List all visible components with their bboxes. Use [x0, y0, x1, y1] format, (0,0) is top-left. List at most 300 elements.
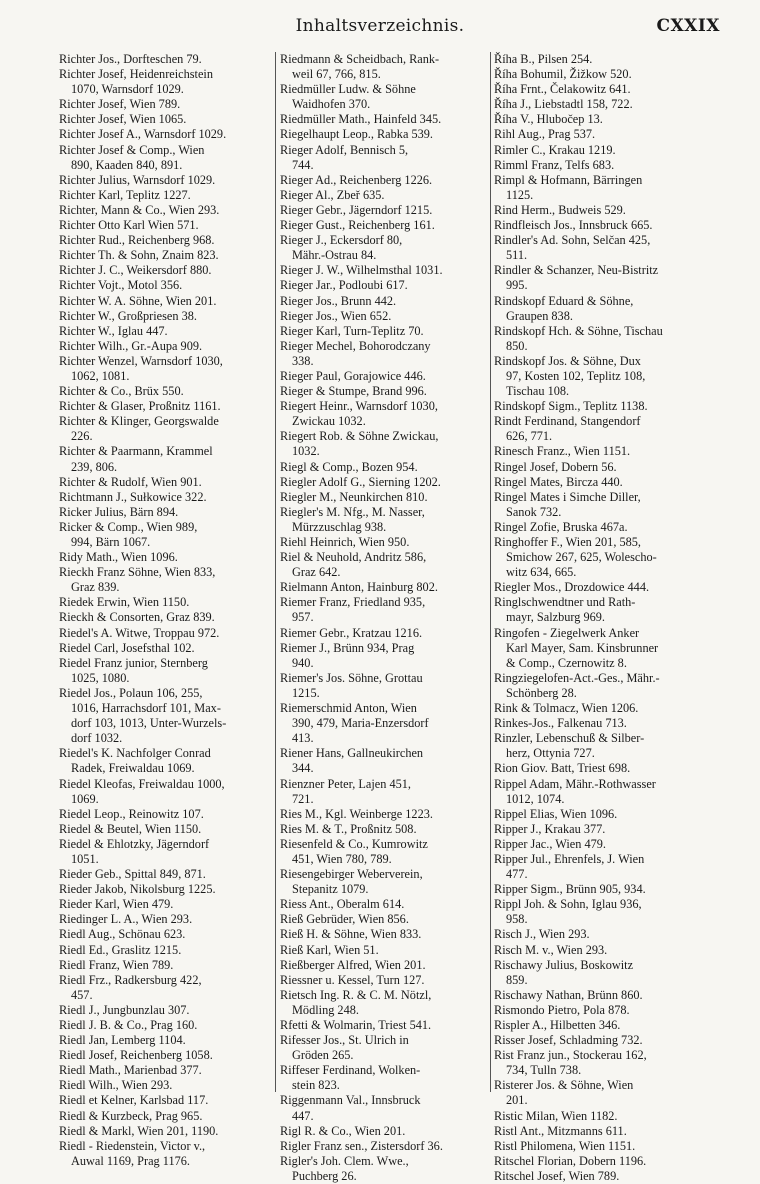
- index-entry-line: Richter Josef, Heidenreichstein: [59, 67, 213, 82]
- index-entry: [59, 233, 271, 248]
- index-entry-line: Riemer Gebr., Kratzau 1216.: [280, 625, 423, 640]
- index-entry: [280, 958, 488, 973]
- index-entry: [59, 1124, 271, 1139]
- index-entry-line: Rieder Geb., Spittal 849, 871.: [59, 867, 206, 882]
- index-entry-line: Rindfleisch Jos., Innsbruck 665.: [494, 218, 653, 233]
- index-entry-line: Rieder Karl, Wien 479.: [59, 897, 174, 912]
- index-entry-line: Riedmann & Scheidbach, Rank-: [280, 52, 440, 66]
- index-entry-line: herz, Ottynia 727.: [506, 746, 595, 761]
- index-entry-line: Rindler's Ad. Sohn, Selčan 425,: [494, 233, 651, 248]
- index-entry: [494, 1033, 706, 1048]
- index-entry-line: Rinzler, Lebenschuß & Silber-: [494, 731, 645, 746]
- index-entry: [280, 912, 488, 927]
- index-entry-line: Riedl Aug., Schönau 623.: [59, 927, 186, 942]
- index-entry-line: Riedl J. B. & Co., Prag 160.: [59, 1018, 198, 1032]
- index-entry-line: Schönberg 28.: [506, 685, 577, 700]
- index-entry-line: Riedel Carl, Josefsthal 102.: [59, 640, 195, 655]
- index-entry: [59, 278, 271, 293]
- index-entry: [494, 777, 706, 807]
- index-entry-line: Rieger Mechel, Bohorodczany: [280, 338, 431, 353]
- index-entry: [494, 263, 706, 293]
- index-entry: [494, 761, 706, 776]
- index-entry-line: Riegl & Comp., Bozen 954.: [280, 459, 418, 474]
- index-entry-line: Sanok 732.: [506, 504, 562, 519]
- index-entry-line: Richter Th. & Sohn, Znaim 823.: [59, 248, 219, 263]
- index-entry: [59, 1048, 271, 1063]
- index-entry: [494, 67, 706, 82]
- index-entry-line: Rindt Ferdinand, Stangendorf: [494, 414, 641, 429]
- index-entry-line: Rieger Ad., Reichenberg 1226.: [280, 172, 433, 187]
- index-entry: [494, 882, 706, 897]
- index-entry-line: Rihl Aug., Prag 537.: [494, 127, 596, 142]
- index-entry: [59, 248, 271, 263]
- index-entry-line: Mödling 248.: [292, 1002, 359, 1017]
- index-entry-line: Riedek Erwin, Wien 1150.: [59, 595, 190, 610]
- index-entry-line: Ringziegelofen-Act.-Ges., Mähr.-: [494, 670, 660, 685]
- index-entry-line: Rieß Gebrüder, Wien 856.: [280, 912, 409, 927]
- index-entry-line: Mähr.-Ostrau 84.: [292, 248, 377, 263]
- index-entry: [494, 218, 706, 233]
- index-entry-line: Ricker Julius, Bärn 894.: [59, 504, 179, 519]
- index-entry-line: Riggenmann Val., Innsbruck: [280, 1093, 421, 1108]
- index-entry-line: Riemer's Jos. Söhne, Grottau: [280, 670, 423, 685]
- index-entry-line: Auwal 1169, Prag 1176.: [71, 1153, 190, 1168]
- index-entry-line: Richter & Rudolf, Wien 901.: [59, 474, 202, 489]
- index-entry-line: Riedl & Markl, Wien 201, 1190.: [59, 1123, 219, 1138]
- index-entry-line: Ringlschwendtner und Rath-: [494, 595, 636, 610]
- index-entry-line: Ries M., Kgl. Weinberge 1223.: [280, 806, 433, 821]
- index-entry: [280, 52, 488, 82]
- index-entry-line: Rindskopf Jos. & Söhne, Dux: [494, 353, 641, 368]
- index-entry-line: Riedmüller Math., Hainfeld 345.: [280, 112, 442, 127]
- index-entry: [494, 716, 706, 731]
- index-entry-line: 994, Bärn 1067.: [71, 535, 151, 549]
- index-entry-line: Ripper Sigm., Brünn 905, 934.: [494, 882, 646, 897]
- index-entry-line: 97, Kosten 102, Teplitz 108,: [506, 368, 646, 383]
- index-entry: [59, 1109, 271, 1124]
- page-header: [0, 14, 760, 42]
- index-entry-line: Ritschel Josef, Wien 789.: [494, 1168, 620, 1183]
- index-entry-line: Richter W. A. Söhne, Wien 201.: [59, 293, 217, 308]
- index-entry-line: Ristl Ant., Mitzmanns 611.: [494, 1123, 627, 1138]
- index-entry: [59, 882, 271, 897]
- index-entry-line: Richter W., Iglau 447.: [59, 323, 168, 338]
- index-entry-line: 1012, 1074.: [506, 791, 565, 806]
- index-entry: [280, 897, 488, 912]
- index-entry-line: Riedel Kleofas, Freiwaldau 1000,: [59, 776, 225, 791]
- index-entry: [280, 867, 488, 897]
- index-entry: [59, 97, 271, 112]
- index-entry: [280, 309, 488, 324]
- index-entry-line: Riemerschmid Anton, Wien: [280, 701, 417, 716]
- column-divider: [490, 52, 491, 1092]
- index-entry-line: Ringofen - Ziegelwerk Anker: [494, 625, 640, 640]
- index-entry: [494, 173, 706, 203]
- index-entry-line: Richter & Glaser, Proßnitz 1161.: [59, 399, 221, 414]
- index-entry: [280, 1018, 488, 1033]
- index-entry: [59, 897, 271, 912]
- index-entry-line: 1070, Warnsdorf 1029.: [71, 82, 184, 97]
- index-entry: [280, 188, 488, 203]
- index-entry: [280, 837, 488, 867]
- index-entry-line: Richter Julius, Warnsdorf 1029.: [59, 172, 216, 187]
- index-entry-line: Rippl Joh. & Sohn, Iglau 936,: [494, 897, 642, 912]
- index-entry: [494, 701, 706, 716]
- index-entry: [59, 867, 271, 882]
- index-entry-line: Rindskopf Hch. & Söhne, Tischau: [494, 323, 663, 338]
- index-entry-line: Ripper J., Krakau 377.: [494, 821, 606, 836]
- index-entry-line: Risterer Jos. & Söhne, Wien: [494, 1078, 634, 1093]
- index-entry: [494, 595, 706, 625]
- index-entry-line: 744.: [292, 157, 314, 172]
- index-entry: [280, 82, 488, 112]
- index-entry: [59, 822, 271, 837]
- index-entry-line: Riedel & Beutel, Wien 1150.: [59, 821, 202, 836]
- index-entry-line: Stepanitz 1079.: [292, 882, 369, 897]
- index-entry-line: Riedl Josef, Reichenberg 1058.: [59, 1048, 213, 1063]
- index-entry-line: Rindler & Schanzer, Neu-Bistritz: [494, 263, 659, 278]
- index-entry: [280, 1063, 488, 1093]
- index-entry: [59, 127, 271, 142]
- index-entry-line: Ringel Mates, Bircza 440.: [494, 474, 623, 489]
- index-entry-line: Riess Ant., Oberalm 614.: [280, 897, 405, 912]
- index-entry-line: Říha B., Pilsen 254.: [494, 52, 593, 66]
- index-entry-line: Riener Hans, Gallneukirchen: [280, 746, 424, 761]
- index-entry: [59, 610, 271, 625]
- index-entry-line: 226.: [71, 429, 93, 444]
- index-entry: [59, 1063, 271, 1078]
- index-entry-line: 447.: [292, 1108, 314, 1123]
- index-entry: [494, 444, 706, 459]
- index-entry: [59, 505, 271, 520]
- index-entry-line: Ripper Jul., Ehrenfels, J. Wien: [494, 851, 645, 866]
- index-entry-line: 413.: [292, 731, 314, 746]
- index-entry: [494, 807, 706, 822]
- index-entry: [494, 1003, 706, 1018]
- index-entry: [59, 309, 271, 324]
- index-entry-line: Ricker & Comp., Wien 989,: [59, 519, 198, 534]
- index-entry-line: 1016, Harrachsdorf 101, Max-: [71, 701, 221, 716]
- index-entry: [280, 535, 488, 550]
- index-entry-line: Riegert Heinr., Warnsdorf 1030,: [280, 399, 438, 414]
- index-entry: [59, 912, 271, 927]
- index-entry-line: Karl Mayer, Sam. Kinsbrunner: [506, 640, 659, 655]
- index-entry: [59, 490, 271, 505]
- index-entry-line: Riedl J., Jungbunzlau 307.: [59, 1002, 190, 1017]
- index-entry-line: Rist Franz jun., Stockerau 162,: [494, 1048, 647, 1063]
- index-entry-line: Rießberger Alfred, Wien 201.: [280, 957, 426, 972]
- page-number: CXXIX: [656, 16, 720, 36]
- index-entry: [280, 384, 488, 399]
- index-entry: [494, 158, 706, 173]
- index-entry-line: Riel & Neuhold, Andritz 586,: [280, 550, 427, 565]
- index-entry-line: 1025, 1080.: [71, 670, 130, 685]
- index-entry-line: Risser Josef, Schladming 732.: [494, 1033, 643, 1048]
- index-entry: [494, 490, 706, 520]
- index-entry: [59, 1093, 271, 1108]
- index-entry: [59, 218, 271, 233]
- index-entry-line: Rieß H. & Söhne, Wien 833.: [280, 927, 422, 942]
- index-entry-line: Rigl R. & Co., Wien 201.: [280, 1123, 406, 1138]
- index-entry: [280, 671, 488, 701]
- index-entry-line: Rigler Franz sen., Zistersdorf 36.: [280, 1138, 443, 1153]
- index-entry: [59, 595, 271, 610]
- index-entry: [59, 263, 271, 278]
- index-entry-line: Riedl Math., Marienbad 377.: [59, 1063, 202, 1078]
- index-entry: [280, 973, 488, 988]
- index-entry-line: Rippel Elias, Wien 1096.: [494, 806, 618, 821]
- index-entry-line: Waidhofen 370.: [292, 97, 371, 112]
- index-entry: [59, 958, 271, 973]
- index-entry: [59, 973, 271, 1003]
- index-entry-line: Rieß Karl, Wien 51.: [280, 942, 379, 957]
- index-entry: [280, 475, 488, 490]
- index-entry: [280, 143, 488, 173]
- index-entry: [59, 52, 271, 67]
- index-entry-line: dorf 103, 1013, Unter-Wurzels-: [71, 716, 227, 731]
- index-entry: [494, 822, 706, 837]
- index-entry-line: Ristic Milan, Wien 1182.: [494, 1108, 618, 1123]
- index-entry: [280, 595, 488, 625]
- index-entry-line: Graupen 838.: [506, 308, 573, 323]
- index-entry: [280, 1093, 488, 1123]
- index-entry-line: Riedel Franz junior, Sternberg: [59, 655, 208, 670]
- index-entry-line: Richter & Klinger, Georgswalde: [59, 414, 219, 429]
- page-title: Inhaltsverzeichnis.: [295, 16, 465, 36]
- index-entry-line: Riemer Franz, Friedland 935,: [280, 595, 426, 610]
- index-entry: [280, 1154, 488, 1184]
- index-entry: [494, 837, 706, 852]
- index-entry: [494, 203, 706, 218]
- index-entry-line: Rieckh & Consorten, Graz 839.: [59, 610, 215, 625]
- index-entry: [280, 233, 488, 263]
- index-entry-line: Rieger Paul, Gorajowice 446.: [280, 368, 426, 383]
- index-entry-line: Riegler Adolf G., Sierning 1202.: [280, 474, 441, 489]
- index-entry: [494, 82, 706, 97]
- index-entry-line: Rieger Gebr., Jägerndorf 1215.: [280, 202, 433, 217]
- index-entry: [59, 1003, 271, 1018]
- index-entry-line: Riesengebirger Weberverein,: [280, 867, 423, 882]
- index-entry-line: Rindskopf Eduard & Söhne,: [494, 293, 634, 308]
- index-entry: [59, 641, 271, 656]
- index-entry-line: Riedel's A. Witwe, Troppau 972.: [59, 625, 220, 640]
- index-entry-line: Rischawy Nathan, Brünn 860.: [494, 987, 643, 1002]
- index-entry-line: 390, 479, Maria-Enzersdorf: [292, 716, 429, 731]
- index-entry: [280, 807, 488, 822]
- index-entry: [280, 429, 488, 459]
- index-entry-line: 859.: [506, 972, 528, 987]
- index-entry-line: Richter Josef A., Warnsdorf 1029.: [59, 127, 227, 142]
- index-entry-line: Richter Rud., Reichenberg 968.: [59, 233, 215, 248]
- index-entry-line: Riesenfeld & Co., Kumrowitz: [280, 836, 428, 851]
- index-entry: [494, 233, 706, 263]
- index-entry-line: Rieger Jar., Podloubi 617.: [280, 278, 408, 293]
- index-entry: [494, 1169, 706, 1184]
- index-entry-line: Riegler Mos., Drozdowice 444.: [494, 580, 650, 595]
- index-entry: [59, 339, 271, 354]
- index-entry-line: 511.: [506, 248, 528, 263]
- index-entry: [59, 927, 271, 942]
- index-entry-line: Riedl - Riedenstein, Victor v.,: [59, 1138, 206, 1153]
- index-entry-line: Smichow 267, 625, Wolescho-: [506, 550, 657, 565]
- index-entry: [59, 354, 271, 384]
- index-entry-line: 626, 771.: [506, 429, 553, 444]
- index-entry: [280, 324, 488, 339]
- index-entry-line: Rind Herm., Budweis 529.: [494, 202, 626, 217]
- index-entry-line: Ritschel Florian, Dobern 1196.: [494, 1153, 647, 1168]
- index-entry: [59, 112, 271, 127]
- index-entry-line: Riegler's M. Nfg., M. Nasser,: [280, 504, 425, 519]
- index-entry: [494, 399, 706, 414]
- index-entry-line: Rieger Al., Zbeř 635.: [280, 187, 385, 202]
- index-entry-line: Riedl Ed., Graslitz 1215.: [59, 942, 182, 957]
- index-entry-line: Richter Josef & Comp., Wien: [59, 142, 205, 157]
- index-entry: [494, 958, 706, 988]
- index-entry: [494, 1078, 706, 1108]
- index-entry: [280, 263, 488, 278]
- index-entry-line: Rimler C., Krakau 1219.: [494, 142, 616, 157]
- index-entry-line: Riedl Jan, Lemberg 1104.: [59, 1033, 186, 1048]
- index-entry: [280, 626, 488, 641]
- index-entry: [59, 1078, 271, 1093]
- index-entry: [280, 127, 488, 142]
- index-entry-line: Riedel & Ehlotzky, Jägerndorf: [59, 836, 210, 851]
- index-entry-line: Rink & Tolmacz, Wien 1206.: [494, 701, 639, 716]
- index-entry: [59, 444, 271, 474]
- index-entry: [280, 173, 488, 188]
- index-entry-line: 1062, 1081.: [71, 368, 130, 383]
- index-entry-line: Riemer J., Brünn 934, Prag: [280, 640, 415, 655]
- index-entry: [494, 414, 706, 444]
- index-entry-line: Rienzner Peter, Lajen 451,: [280, 776, 411, 791]
- index-entry-line: Rieger J., Eckersdorf 80,: [280, 233, 403, 248]
- index-entry-line: 1069.: [71, 791, 99, 806]
- index-entry-line: Rismondo Pietro, Pola 878.: [494, 1002, 630, 1017]
- index-entry-line: 995.: [506, 278, 528, 293]
- index-entry: [59, 399, 271, 414]
- index-entry-line: Rinkes-Jos., Falkenau 713.: [494, 716, 627, 731]
- index-entry-line: Richter Karl, Teplitz 1227.: [59, 187, 191, 202]
- index-entry: [59, 414, 271, 444]
- index-entry-line: stein 823.: [292, 1078, 340, 1093]
- index-entry-line: Rieger Jos., Brunn 442.: [280, 293, 397, 308]
- index-entry-line: weil 67, 766, 815.: [292, 67, 381, 82]
- index-entry: [59, 324, 271, 339]
- index-entry: [280, 505, 488, 535]
- index-entry-line: Riessner u. Kessel, Turn 127.: [280, 972, 425, 987]
- index-entry-line: Ringel Josef, Dobern 56.: [494, 459, 617, 474]
- index-entry-line: Richter & Paarmann, Krammel: [59, 444, 213, 459]
- index-entry-line: Rindskopf Sigm., Teplitz 1138.: [494, 399, 648, 414]
- index-entry: [280, 777, 488, 807]
- index-entry: [59, 173, 271, 188]
- index-entry-line: Říha Frnt., Čelakowitz 641.: [494, 82, 631, 97]
- index-entry: [280, 339, 488, 369]
- index-entry-line: Ringhoffer F., Wien 201, 585,: [494, 535, 641, 549]
- index-entry-line: Rispler A., Hilbetten 346.: [494, 1018, 621, 1032]
- index-entry-line: Rigler's Joh. Clem. Wwe.,: [280, 1153, 409, 1168]
- index-entry-line: Richtmann J., Sułkowice 322.: [59, 489, 207, 504]
- index-entry: [59, 143, 271, 173]
- index-entry-line: Riedl et Kelner, Karlsbad 117.: [59, 1093, 209, 1108]
- index-entry-line: Richter Josef, Wien 1065.: [59, 112, 187, 127]
- index-entry: [59, 475, 271, 490]
- index-entry: [280, 701, 488, 746]
- index-entry: [59, 203, 271, 218]
- index-entry-line: Rfetti & Wolmarin, Triest 541.: [280, 1018, 432, 1032]
- index-entry-line: Říha Bohumil, Žižkow 520.: [494, 67, 632, 82]
- index-entry: [59, 384, 271, 399]
- index-entry: [59, 777, 271, 807]
- index-entry-line: Rietsch Ing. R. & C. M. Nötzl,: [280, 987, 432, 1002]
- index-entry: [494, 852, 706, 882]
- index-entry-line: Graz 839.: [71, 580, 120, 595]
- index-entry-line: Riehl Heinrich, Wien 950.: [280, 535, 410, 549]
- index-column-1: [59, 52, 271, 1168]
- index-entry: [280, 927, 488, 942]
- index-entry: [280, 399, 488, 429]
- index-entry-line: Rieger Adolf, Bennisch 5,: [280, 142, 409, 157]
- index-entry-line: Říha V., Hlubočep 13.: [494, 112, 603, 127]
- index-entry-line: Richter Otto Karl Wien 571.: [59, 218, 199, 233]
- index-entry: [280, 112, 488, 127]
- index-entry-line: Ringel Zofie, Bruska 467a.: [494, 519, 628, 534]
- index-entry: [494, 1139, 706, 1154]
- index-entry: [59, 1139, 271, 1169]
- index-entry: [494, 988, 706, 1003]
- index-entry-line: Tischau 108.: [506, 384, 570, 399]
- index-entry-line: 734, Tulln 738.: [506, 1063, 582, 1078]
- index-entry: [59, 294, 271, 309]
- index-entry: [494, 1018, 706, 1033]
- index-entry: [59, 837, 271, 867]
- index-entry: [280, 369, 488, 384]
- index-entry-line: 1125.: [506, 187, 534, 202]
- index-entry-line: 1032.: [292, 444, 320, 459]
- index-entry-line: Riedel Leop., Reinowitz 107.: [59, 806, 204, 821]
- index-entry: [59, 1033, 271, 1048]
- index-entry: [494, 731, 706, 761]
- index-entry: [280, 641, 488, 671]
- index-entry: [280, 988, 488, 1018]
- index-entry-line: 477.: [506, 867, 528, 882]
- index-entry-line: Mürzzuschlag 938.: [292, 519, 387, 534]
- index-entry-line: Zwickau 1032.: [292, 414, 366, 429]
- index-entry-line: Radek, Freiwaldau 1069.: [71, 761, 195, 776]
- index-entry-line: Riedmüller Ludw. & Söhne: [280, 82, 416, 97]
- index-entry-line: Riedinger L. A., Wien 293.: [59, 912, 193, 927]
- index-entry-line: Puchberg 26.: [292, 1168, 357, 1183]
- index-entry-line: dorf 1032.: [71, 731, 123, 746]
- index-entry-line: 890, Kaaden 840, 891.: [71, 157, 183, 172]
- index-entry: [280, 746, 488, 776]
- index-entry: [59, 550, 271, 565]
- index-entry-line: Richter Josef, Wien 789.: [59, 97, 181, 112]
- index-entry: [494, 626, 706, 671]
- index-entry-line: Richter & Co., Brüx 550.: [59, 384, 184, 399]
- index-entry-line: Riedel's K. Nachfolger Conrad: [59, 746, 211, 761]
- index-entry: [494, 580, 706, 595]
- index-entry-line: witz 634, 665.: [506, 565, 577, 580]
- index-entry: [280, 943, 488, 958]
- index-entry-line: Richter, Mann & Co., Wien 293.: [59, 202, 220, 217]
- index-entry-line: Ripper Jac., Wien 479.: [494, 836, 606, 851]
- index-entry-line: 850.: [506, 338, 528, 353]
- index-entry: [494, 671, 706, 701]
- index-entry-line: Richter Wilh., Gr.-Aupa 909.: [59, 338, 203, 353]
- index-entry-line: Rieder Jakob, Nikolsburg 1225.: [59, 882, 216, 897]
- index-entry-line: Riffeser Ferdinand, Wolken-: [280, 1063, 421, 1078]
